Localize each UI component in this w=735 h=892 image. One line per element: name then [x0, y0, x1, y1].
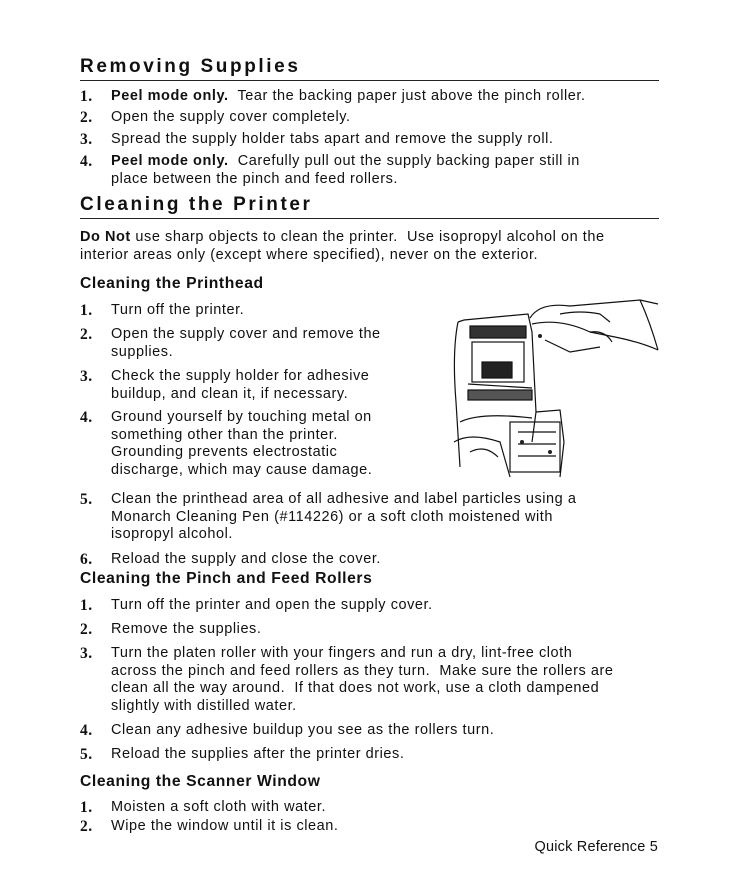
step-text-line2: place between the pinch and feed rollers.	[111, 170, 398, 187]
step-number: 5.	[80, 746, 93, 763]
step-number: 2.	[80, 326, 93, 343]
step-text-line: supplies.	[111, 343, 174, 360]
step-text-line: Monarch Cleaning Pen (#114226) or a soft cloth moistened with	[111, 508, 553, 525]
step-text-line: Check the supply holder for adhesive	[111, 368, 370, 384]
subsection-title-rollers: Cleaning the Pinch and Feed Rollers	[80, 570, 373, 587]
step-text-line: Remove the supplies.	[111, 621, 262, 637]
intro-line2: interior areas only (except where specified), never on the exterior.	[80, 246, 539, 263]
step-text-line: Turn off the printer.	[111, 302, 245, 318]
step-text-line: Turn the platen roller with your fingers and run a dry, lint-free cloth	[111, 645, 573, 661]
step-number: 1.	[80, 88, 93, 105]
step-text-line: across the pinch and feed rollers as they turn. Make sure the rollers are	[111, 662, 614, 679]
step-text-line: Turn off the printer and open the supply cover.	[111, 597, 433, 613]
step-number: 1.	[80, 302, 93, 319]
step-number: 5.	[80, 491, 93, 508]
page-footer: Quick Reference 5	[534, 839, 658, 855]
step-number: 2.	[80, 621, 93, 638]
cleaning-intro	[80, 229, 605, 264]
do-not-bold: Do Not	[80, 229, 131, 245]
step-text-line: Clean any adhesive buildup you see as the rollers turn.	[111, 722, 495, 738]
step-bold-text: Peel mode only.	[111, 153, 229, 169]
step-number: 4.	[80, 153, 93, 170]
step-text: Spread the supply holder tabs apart and remove the supply roll.	[111, 131, 554, 147]
step-text-line: Clean the printhead area of all adhesive and label particles using a	[111, 491, 577, 507]
step-text-line: Wipe the window until it is clean.	[111, 818, 339, 834]
step-number: 2.	[80, 109, 93, 126]
step-text: Tear the backing paper just above the pinch roller.	[228, 88, 586, 104]
step-text-line: clean all the way around. If that does not work, use a cloth dampened	[111, 680, 600, 696]
step-text-line: Reload the supply and close the cover.	[111, 551, 381, 567]
step-text-line: something other than the printer.	[111, 426, 338, 443]
step-number: 1.	[80, 799, 93, 816]
step-text-line: buildup, and clean it, if necessary.	[111, 385, 349, 402]
step-number: 4.	[80, 409, 93, 426]
step-text: Open the supply cover completely.	[111, 109, 351, 125]
step-number: 4.	[80, 722, 93, 739]
subsection-title-scanner: Cleaning the Scanner Window	[80, 773, 321, 790]
step-bold-text: Peel mode only.	[111, 88, 229, 104]
step-text-line: Reload the supplies after the printer dries.	[111, 746, 405, 762]
step-text-line: Ground yourself by touching metal on	[111, 409, 372, 425]
step-text-line: Grounding prevents electrostatic	[111, 444, 338, 460]
step-number: 3.	[80, 645, 93, 662]
step-number: 3.	[80, 131, 93, 148]
step-text-line: slightly with distilled water.	[111, 697, 297, 714]
step-number: 1.	[80, 597, 93, 614]
subsection-title-printhead: Cleaning the Printhead	[80, 275, 264, 292]
step-text-line: Moisten a soft cloth with water.	[111, 799, 327, 815]
step-text-line: isopropyl alcohol.	[111, 526, 233, 542]
step-number: 3.	[80, 368, 93, 385]
step-text-line: Open the supply cover and remove the	[111, 326, 381, 342]
step-text-line: discharge, which may cause damage.	[111, 461, 373, 478]
printer-cleaning-illustration	[440, 292, 660, 482]
intro-line1: use sharp objects to clean the printer. Use isopropyl alcohol on the	[130, 229, 605, 245]
step-number: 6.	[80, 551, 93, 568]
step-text: Carefully pull out the supply backing paper still in	[228, 153, 580, 169]
section-title-cleaning-printer: Cleaning the Printer	[80, 194, 659, 219]
step-number: 2.	[80, 818, 93, 835]
section-title-removing-supplies: Removing Supplies	[80, 56, 659, 81]
